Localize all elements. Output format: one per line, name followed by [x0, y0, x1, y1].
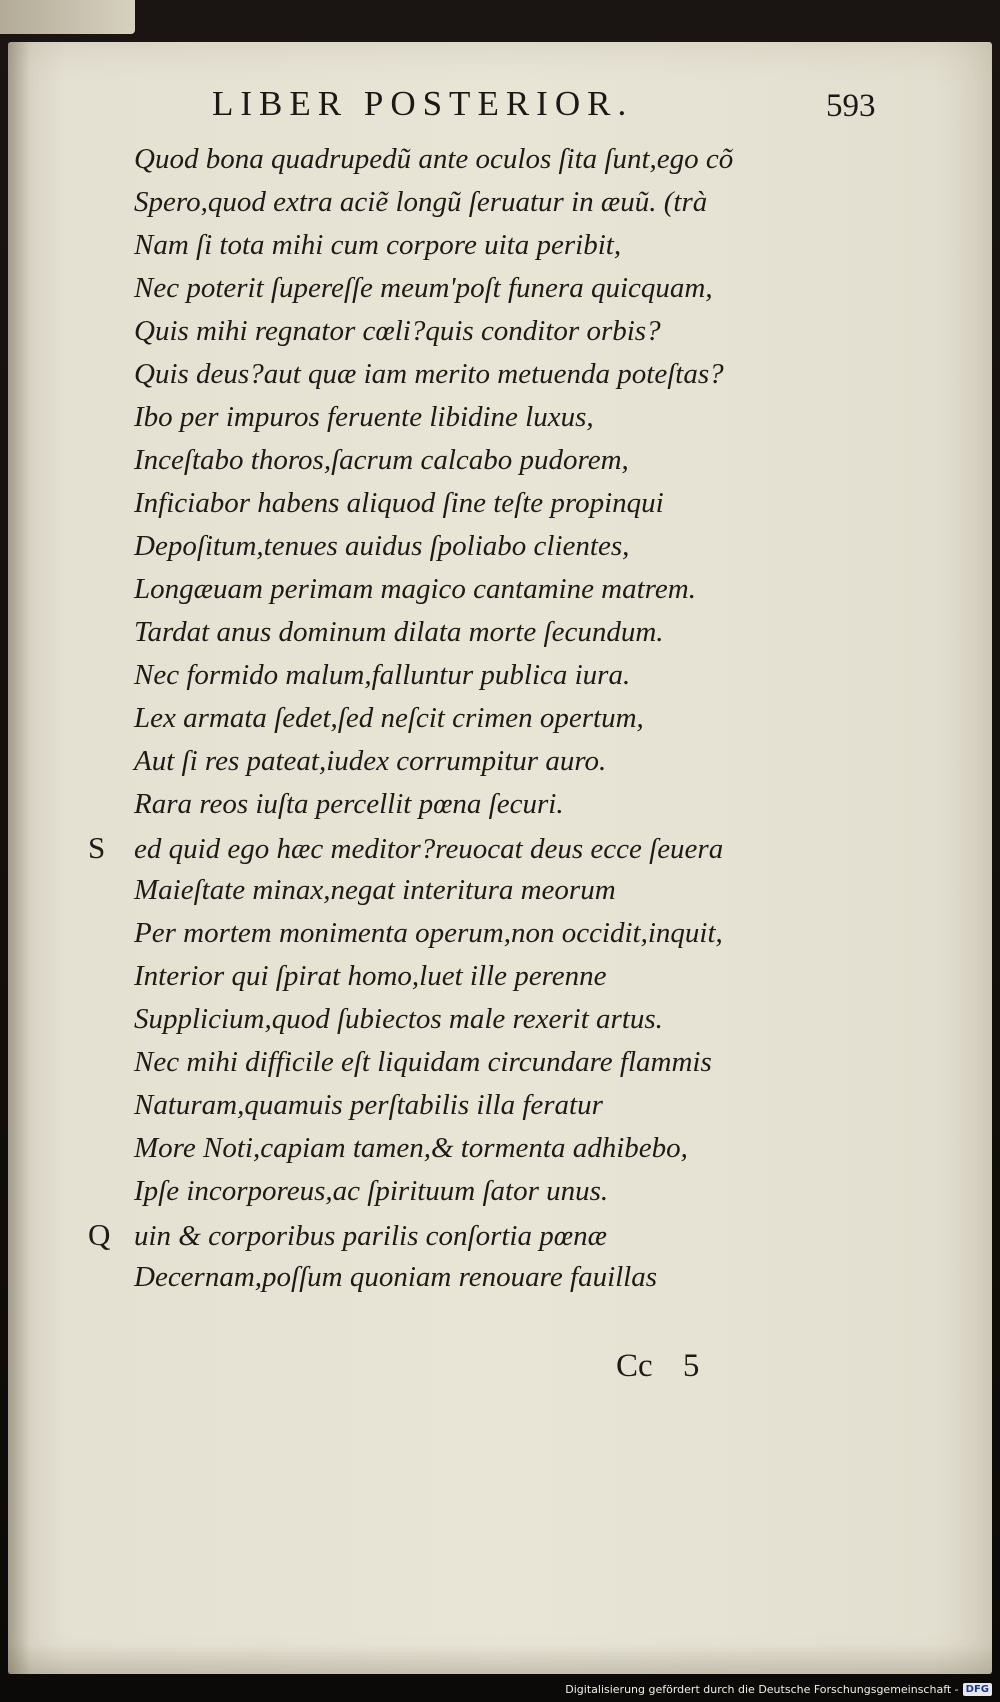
verse-line: [88, 1041, 918, 1084]
line-text: Supplicium,quod ſubiectos male rexerit artus.: [134, 1003, 663, 1035]
line-text: Quod bona quadrupedũ ante oculos ſita ſunt,ego cõ: [134, 143, 734, 175]
verse-line: [88, 267, 918, 310]
line-text: uin & corporibus parilis conſortia pœnæ: [134, 1220, 607, 1252]
line-text: Inceſtabo thoros,ſacrum calcabo pudorem,: [134, 444, 629, 476]
verse-line: [88, 1256, 918, 1299]
verse-line: [88, 1170, 918, 1213]
running-head: LIBER POSTERIOR.: [212, 84, 634, 123]
verse-line: [88, 1213, 918, 1256]
verse-line: [88, 310, 918, 353]
line-text: Nam ſi tota mihi cum corpore uita peribit,: [134, 229, 622, 261]
verse-line: [88, 525, 918, 568]
line-text: ed quid ego hæc meditor?reuocat deus ecce ſeuera: [134, 833, 724, 865]
verse-text-block: [88, 138, 918, 1299]
verse-line: [88, 568, 918, 611]
verse-line: [88, 181, 918, 224]
printer-signature-mark: Cc 5: [616, 1348, 700, 1384]
verse-line: [88, 783, 918, 826]
verse-line: [88, 1084, 918, 1127]
line-initial-letter: Q: [88, 1217, 111, 1252]
verse-line: [88, 955, 918, 998]
line-text: Quis mihi regnator cœli?quis conditor orbis?: [134, 315, 661, 347]
line-text: Per mortem monimenta operum,non occidit,inquit,: [134, 917, 723, 949]
adjacent-page-edge: [0, 0, 135, 34]
verse-line: [88, 482, 918, 525]
verse-line: [88, 138, 918, 181]
line-text: More Noti,capiam tamen,& tormenta adhibebo,: [134, 1132, 688, 1164]
line-text: Spero,quod extra aciẽ longũ ſeruatur in æuũ. (trà: [134, 186, 708, 218]
line-text: Inficiabor habens aliquod ſine teſte propinqui: [134, 487, 664, 519]
line-text: Decernam,poſſum quoniam renouare fauillas: [134, 1261, 658, 1293]
verse-line: [88, 396, 918, 439]
verse-line: [88, 224, 918, 267]
line-text: Tardat anus dominum dilata morte ſecundum.: [134, 616, 664, 648]
verse-line: [88, 353, 918, 396]
line-text: Nec mihi difficile eſt liquidam circundare flammis: [134, 1046, 712, 1078]
line-text: Naturam,quamuis perſtabilis illa feratur: [134, 1089, 603, 1121]
verse-line: [88, 869, 918, 912]
line-text: Maieſtate minax,negat interitura meorum: [134, 874, 616, 906]
verse-line: [88, 912, 918, 955]
line-text: Nec poterit ſupereſſe meum'poſt funera quicquam,: [134, 272, 713, 304]
line-text: Rara reos iuſta percellit pœna ſecuri.: [134, 788, 564, 820]
verse-line: [88, 826, 918, 869]
line-text: Nec formido malum,falluntur publica iura.: [134, 659, 631, 691]
line-text: Aut ſi res pateat,iudex corrumpitur auro.: [134, 745, 607, 777]
page-gutter-shadow: [8, 42, 30, 1674]
line-text: Longæuam perimam magico cantamine matrem.: [134, 573, 696, 605]
dfg-logo: DFG: [963, 1683, 992, 1696]
verse-line: [88, 611, 918, 654]
line-text: Depoſitum,tenues auidus ſpoliabo clientes,: [134, 530, 630, 562]
verse-line: [88, 998, 918, 1041]
line-text: Quis deus?aut quæ iam merito metuenda poteſtas?: [134, 358, 724, 390]
line-text: Interior qui ſpirat homo,luet ille perenne: [134, 960, 607, 992]
page-number: 593: [826, 88, 876, 124]
credit-text: Digitalisierung gefördert durch die Deutsche Forschungsgemeinschaft -: [565, 1683, 959, 1696]
verse-line: [88, 654, 918, 697]
page-bottom-shadow: [8, 1644, 992, 1674]
verse-line: [88, 697, 918, 740]
line-initial-letter: S: [88, 830, 106, 865]
verse-line: [88, 740, 918, 783]
line-text: Ipſe incorporeus,ac ſpirituum ſator unus.: [134, 1175, 609, 1207]
verse-line: [88, 439, 918, 482]
verse-line: [88, 1127, 918, 1170]
line-text: Ibo per impuros feruente libidine luxus,: [134, 401, 594, 433]
digitization-credit: [565, 1683, 992, 1696]
line-text: Lex armata ſedet,ſed neſcit crimen opertum,: [134, 702, 644, 734]
